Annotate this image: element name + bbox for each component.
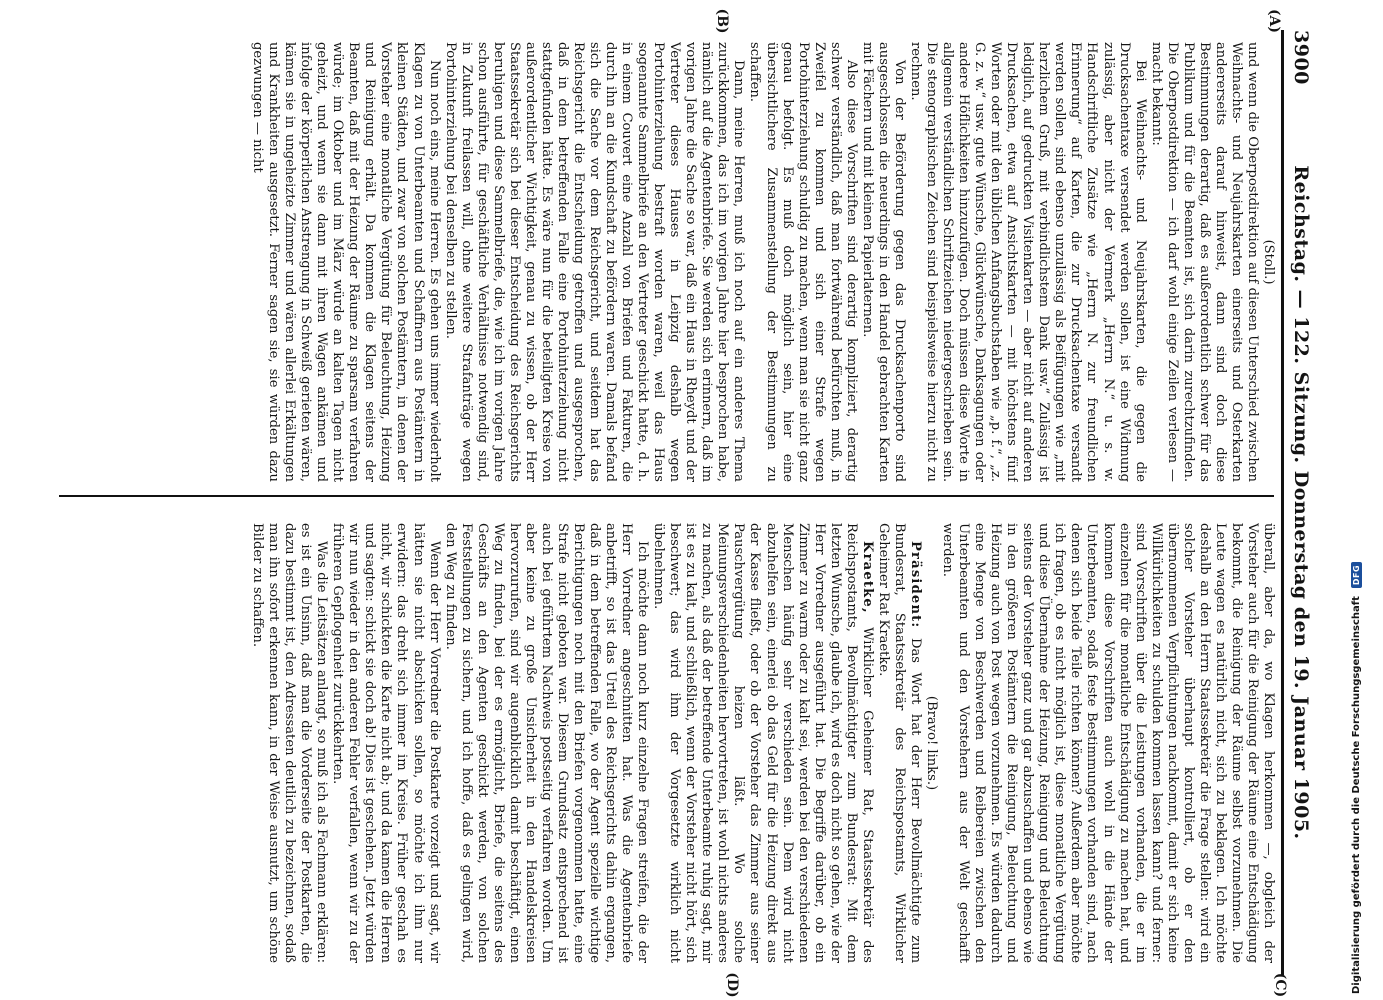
running-title: Reichstag. — 122. Sitzung. Donnerstag den 19. Januar 1905. (1290, 165, 1312, 840)
president-label: Präsident: (907, 541, 923, 629)
margin-mark-d: (D) (724, 972, 740, 998)
president-statement (875, 523, 923, 963)
applause-note: (Bravo! links.) (924, 695, 940, 791)
paragraph: Wenn der Herr Vorredner die Postkarte vorzeigt und sagt, wir hätten sie nicht abschicken sollen, so möchte ich ihm nur erwidern: das dreht sich immer im Kreise. Früher geschah es nicht, wir schickten die Karte nicht ab; und da kamen die Herren und sagten: schickt sie doch ab! Dies ist geschehen. Jetzt würden wir nun wieder in den anderen Fehler verfallen, wenn wir zu der früheren Gepflogenheit zurückkehrten. (330, 523, 442, 963)
header-rule (1281, 30, 1284, 975)
paragraph: Nun noch eins, meine Herren. Es gehen uns immer wiederholt Klagen zu von Unterbeamten und Schaffnern aus Postämtern in kleinen Städten, und zwar von solchen Postämtern, in denen der Vorsteher eine monatliche Vergütung für Beleuchtung, Heizung und Reinigung erhält. Da kommen die Klagen seitens der Beamten, daß mit der Heizung der Räume zu sparsam verfahren würde; im Oktober und im März würde an kalten Tagen nicht geheizt, und wenn sie dann mit ihren Wagen ankämen und infolge der körperlichen Anstrengung in Schweiß gerieten wären, kämen sie in ungeheizte Zimmer und wären allerlei Erkältungen und Krankheiten ausgesetzt. Ferner sagen sie, sie würden dazu gezwungen — nicht (250, 42, 442, 482)
digitization-credit (1341, 0, 1371, 1000)
speaker-label: Kraetke, (859, 541, 875, 614)
dfg-logo: DFG (1351, 562, 1362, 588)
margin-mark-c: (C) (1272, 972, 1288, 998)
speaker-marker: (Stoll.) (1261, 239, 1276, 285)
quotation: Bei Weihnachts- und Neujahrskarten, die gegen die Drucksachentaxe versendet werden sollen, ist eine Widmung zulässig, aber nicht der Vermerk „Herrn N.“ u. s. w. Handschriftliche Zusätze wie „Herrn N. zur freundlichen Erinnerung“ auf Karten, die zur Drucksachentaxe versandt werden sollen, sind ebenso unzulässig als Beifügungen wie „mit herzlichem Gruß, mit verbindlichstem Dank usw.“ Zulässig ist lediglich, auf gedruckten Visitenkarten — aber nicht auf anderen Drucksachen, etwa auf Ansichtskarten — mit höchstens fünf Worten oder mit den üblichen Anfangsbuchstaben wie „p. f.“, „z. G. z. w.“ usw. gute Wünsche, Glückwünsche, Danksagungen oder andere Höflichkeiten hinzuzufügen. Doch müssen diese Worte in allgemein verständlichen Schriftzeichen niedergeschrieben sein. Die stenographischen Zeichen sind beispielsweise hierzu nicht zu rechnen. (907, 42, 1148, 482)
paragraph: Also diese Vorschriften sind derartig kompliziert, derartig schwer verständlich, daß man fortwährend befürchten muß, in Zweifel zu kommen und sich einer Strafe wegen Portohinterziehung schuldig zu machen, wenn man sie nicht ganz genau befolgt. Es muß doch möglich sein, hier eine übersichtlichere Zusammenstellung der Bestimmungen zu schaffen. (747, 42, 859, 482)
page-header (1284, 30, 1316, 975)
speaker-text: Wirklicher Geheimer Rat, Staatssekretär des Reichspostamts, Bevollmächtigter zum Bundesrat: Mit dem letzten Wunsche, glaube ich, wird es doch nicht so gehen, wie der Herr Vorredner ausgeführt hat. Die Begriffe darüber, ob ein Zimmer zu warm oder zu kalt sei, werden bei den verschiedenen Menschen häufig sehr verschieden sein. Dem wird nicht abzuhelfen sein, einerlei ob das Geld für die Heizung direkt aus der Kasse fließt, oder ob der Vorsteher das Zimmer aus seiner Pauschvergütung heizen läßt. Wo solche Meinungsverschiedenheiten hervortreten, ist wohl nichts anderes zu machen, als daß der betreffende Unterbeamte ruhig sagt, mir ist es zu kalt, und schließlich, wenn der Vorsteher nicht hört, sich beschwert; das wird ihm der Vorgesetzte wirklich nicht übelnehmen. (651, 523, 875, 963)
credit-text: Digitalisierung gefördert durch die Deutsche Forschungsgemeinschaft (1350, 596, 1362, 994)
column-divider (59, 495, 1274, 497)
margin-mark-b: (B) (714, 8, 730, 34)
paragraph: Was die Leitsätzen anlangt, so muß ich als Fachmann erklären: es ist ein Unsinn, daß man die Vorderseite der Postkarten, die dazu bestimmt ist, den Adressaten deutlich zu bezeichnen, sodaß man ihn sofort erkennen kann, in der Weise ausnutzt, um schöne Bilder zu schaffen. (250, 523, 330, 963)
paragraph: Ich möchte dann noch kurz einzelne Fragen streifen, die der Herr Vorredner angeschnitten hat. Was die Agentenbriefe anbetrifft, so ist das Urteil des Reichsgerichts dahin ergangen, daß in dem betreffenden Falle, wo der Agent spezielle wichtige Berichtigungen noch mit den Briefen vorgenommen hatte, eine Strafe nicht geboten war. Diesem Grundsatz entsprechend ist auch bei geführtem Nachweis postseitig verfahren worden. Um aber keine zu große Unsicherheit in den Handelskreisen hervorzurufen, sind wir augenblicklich damit beschäftigt, einen Weg zu finden, bei der es ermöglicht, Briefe, die seitens des Geschäfts an den Agenten geschickt werden, von solchen Feststellungen zu sichern, und ich hoffe, daß es gelingen wird, den Weg zu finden. (442, 523, 651, 963)
paragraph: und wenn die Oberpostdirektion auf diesen Unterschied zwischen Weihnachts- und Neujahrskarten einerseits und Osterkarten andererseits darauf hinweist, dann sind doch diese Bestimmungen derartig, daß es außerordentlich schwer für das Publikum und für die Beamten ist, sich darin zurechtzufinden. Die Oberpostdirektion — ich darf wohl einige Zeilen verlesen — macht bekannt: (1148, 42, 1260, 482)
right-column (51, 523, 1276, 963)
paragraph: Dann, meine Herren, muß ich noch auf ein anderes Thema zurückkommen, das ich im vorigen Jahre hier besprochen habe, nämlich auf die Agentenbriefe. Sie werden sich erinnern, daß im vorigen Jahre die Sache so war, daß ein Haus in Rheydt und der Vertreter dieses Hauses in Leipzig deshalb wegen Portohinterziehung bestraft worden waren, weil das Haus sogenannte Sammelbriefe an den Vertreter geschickt hatte, d. h. in einem Couvert eine Anzahl von Briefen und Fakturen, die durch ihn an die Kundschaft zu befördern waren. Damals befand sich die Sache vor dem Reichsgericht, und seitdem hat das Reichsgericht die Entscheidung getroffen und ausgesprochen, daß in dem betreffenden Falle eine Portohinterziehung nicht stattgefunden hätte. Es wäre nun für die beteiligten Kreise von außerordentlicher Wichtigkeit, genau zu wissen, ob der Herr Staatssekretär sich bei dieser Entscheidung des Reichsgerichts beruhigen und diese Sammelbriefe, die, wie ich im vorigen Jahre schon ausführte, für geschäftliche Verhältnisse notwendig sind, in Zukunft freilassen will, ohne weitere Strafanträge wegen Portohinterziehung bei denselben zu stellen. (442, 42, 747, 482)
president-text: Das Wort hat der Herr Bevollmächtigte zum Bundesrat, Staatssekretär des Reichspostamts, Wirklicher Geheimer Rat Kraetke. (875, 523, 923, 963)
margin-mark-a: (A) (1266, 8, 1282, 34)
quotation: Von der Beförderung gegen das Drucksachenporto sind ausgeschlossen die neuerdings in den Handel gebrachten Karten mit Fächern und mit kleinen Papierlaternen. (859, 42, 907, 482)
left-column (51, 42, 1276, 482)
paragraph: überall, aber da, wo Klagen herkommen —, obgleich der Vorsteher auch für die Reinigung der Räume eine Entschädigung bekommt, die Reinigung der Räume selbst vorzunehmen. Die Leute wagen es natürlich nicht, sich zu beklagen. Ich möchte deshalb an den Herrn Staatssekretär die Frage stellen: wird ein solcher Vorsteher überhaupt kontrolliert, ob er den übernommenen Verpflichtungen nachkommt, damit er sich keine Willkürlichkeiten zu schulden kommen lassen kann? und ferner: sind Vorschriften über die Leistungen vorhanden, die er im einzelnen für die monatliche Entschädigung zu machen hat, und kommen diese Vorschriften auch wohl in die Hände der Unterbeamten, sodaß feste Bestimmungen vorhanden sind, nach denen sich beide Teile richten können? Außerdem aber möchte ich fragen, ob es nicht möglich ist, diese monatliche Vergütung und diese Übernahme der Heizung, Reinigung und Beleuchtung seitens der Vorsteher ganz und gar abzuschaffen und ebenso wie in den größeren Postämtern die Reinigung, Beleuchtung und Heizung auch von Post wegen vorzunehmen. Es würden dadurch eine Menge von Beschwerden und Reibereien zwischen den Unterbeamten und den Vorstehern aus der Welt geschafft werden. (940, 523, 1276, 963)
page-number: 3900 (1290, 30, 1312, 85)
speaker-statement (650, 523, 875, 963)
